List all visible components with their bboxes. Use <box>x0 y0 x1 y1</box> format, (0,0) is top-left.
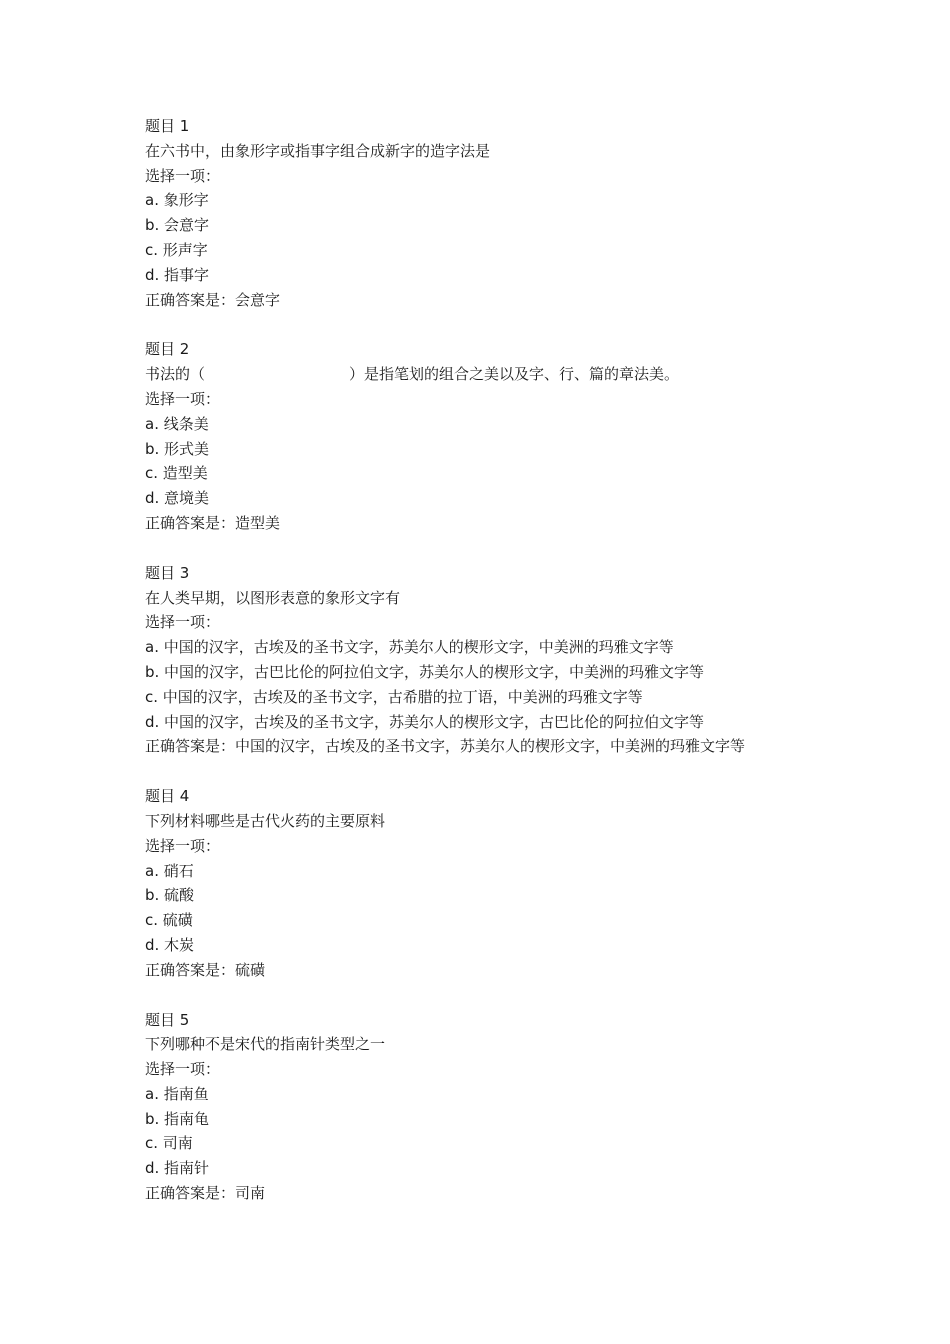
question-title: 题目 1 <box>145 117 190 135</box>
correct-answer: 正确答案是：中国的汉字，古埃及的圣书文字，苏美尔人的楔形文字，中美洲的玛雅文字等 <box>145 737 746 756</box>
option-d: d. 指事字 <box>145 265 210 284</box>
option-c: c. 中国的汉字，古埃及的圣书文字，古希腊的拉丁语，中美洲的玛雅文字等 <box>145 687 643 706</box>
question-2 <box>145 337 905 535</box>
correct-answer: 正确答案是：司南 <box>145 1184 266 1203</box>
question-4 <box>145 784 905 982</box>
option-b: b. 中国的汉字，古巴比伦的阿拉伯文字，苏美尔人的楔形文字，中美洲的玛雅文字等 <box>145 662 705 681</box>
option-a: a. 指南鱼 <box>145 1084 209 1103</box>
option-b: b. 指南龟 <box>145 1109 210 1128</box>
option-c: c. 司南 <box>145 1134 193 1153</box>
question-title: 题目 2 <box>145 340 190 359</box>
option-b: b. 会意字 <box>145 216 210 235</box>
option-a: a. 线条美 <box>145 414 209 433</box>
option-c: c. 形声字 <box>145 240 208 259</box>
option-c: c. 造型美 <box>145 464 208 483</box>
question-title: 题目 5 <box>145 1010 190 1029</box>
choice-prompt: 选择一项： <box>145 613 221 632</box>
correct-answer: 正确答案是：会意字 <box>145 290 281 309</box>
question-stem: 下列材料哪些是古代火药的主要原料 <box>145 811 386 830</box>
choice-prompt: 选择一项： <box>145 836 221 855</box>
choice-prompt: 选择一项： <box>145 166 221 185</box>
question-stem: 在六书中，由象形字或指事字组合成新字的造字法是 <box>145 141 491 160</box>
question-1 <box>145 114 905 312</box>
option-a: a. 象形字 <box>145 191 209 210</box>
stem-before-blank: 书法的（ <box>145 365 206 384</box>
choice-prompt: 选择一项： <box>145 389 221 408</box>
option-b: b. 硫酸 <box>145 886 195 905</box>
question-title: 题目 4 <box>145 787 190 806</box>
question-stem <box>145 362 905 387</box>
question-stem: 下列哪种不是宋代的指南针类型之一 <box>145 1035 386 1054</box>
quiz-document <box>145 114 905 1231</box>
option-c: c. 硫磺 <box>145 911 193 930</box>
question-5 <box>145 1008 905 1206</box>
option-a: a. 硝石 <box>145 861 194 880</box>
option-b: b. 形式美 <box>145 439 210 458</box>
option-d: d. 指南针 <box>145 1159 210 1178</box>
question-title: 题目 3 <box>145 563 190 582</box>
stem-after-blank: ）是指笔划的组合之美以及字、行、篇的章法美。 <box>349 365 680 384</box>
option-d: d. 意境美 <box>145 489 210 508</box>
correct-answer: 正确答案是：造型美 <box>145 513 281 532</box>
question-stem: 在人类早期，以图形表意的象形文字有 <box>145 588 401 607</box>
option-d: d. 木炭 <box>145 935 195 954</box>
option-a: a. 中国的汉字，古埃及的圣书文字，苏美尔人的楔形文字，中美洲的玛雅文字等 <box>145 638 674 657</box>
choice-prompt: 选择一项： <box>145 1060 221 1079</box>
option-d: d. 中国的汉字，古埃及的圣书文字，苏美尔人的楔形文字，古巴比伦的阿拉伯文字等 <box>145 712 705 731</box>
question-3 <box>145 561 905 759</box>
correct-answer: 正确答案是：硫磺 <box>145 960 266 979</box>
